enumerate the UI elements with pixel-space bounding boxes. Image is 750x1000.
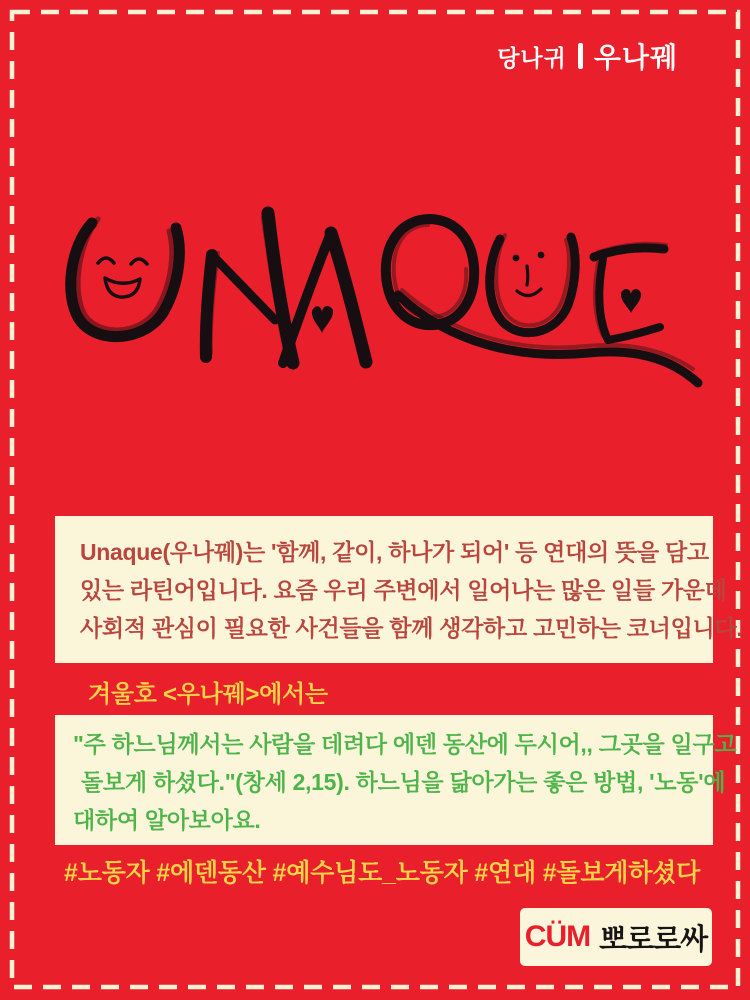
quote-line-1: "주 하느님께서는 사람을 데려다 에덴 동산에 두시어,, 그곳을 일구고 [73,731,737,757]
cum-logo: CÜM [524,920,591,953]
heart-in-e [621,289,641,313]
unaque-artwork [50,195,710,405]
intro-line-2: 있는 라틴어입니다. 요즘 우리 주변에서 일어나는 많은 일들 가운데 [80,577,727,603]
quote-box [55,715,737,845]
heart-under-a [312,306,333,333]
q-tail [398,295,698,383]
intro-line-1: Unaque(우나꿰)는 '함께, 같이, 하나가 되어' 등 연대의 뜻을 담고 [80,539,709,565]
quote-line-2: 돌보게 하셨다."(창세 2,15). 하느님을 닮아가는 좋은 방법, '노동'에 [81,769,726,795]
publisher-badge [520,908,712,966]
letter-a [283,233,366,363]
masthead [497,36,678,76]
letter-u1 [71,219,180,337]
intro-line-3: 사회적 관심이 필요한 사건들을 함께 생각하고 고민하는 코너입니다. [80,615,743,641]
letter-n [206,213,293,363]
quote-line-3: 대하여 알아보아요. [73,807,261,833]
magazine-name: 당나귀 [497,44,567,71]
publisher-name: 뽀로로싸 [599,923,708,956]
divider-bar [578,43,583,69]
hashtag-row: #노동자 #에덴동산 #예수님도_노동자 #연대 #돌보게하셨다 [64,859,701,887]
issue-label: 겨울호 <우나꿰>에서는 [88,681,328,708]
intro-box [55,516,743,663]
section-name: 우나꿰 [593,42,678,73]
letter-e [594,244,666,340]
letter-u2 [490,235,575,333]
